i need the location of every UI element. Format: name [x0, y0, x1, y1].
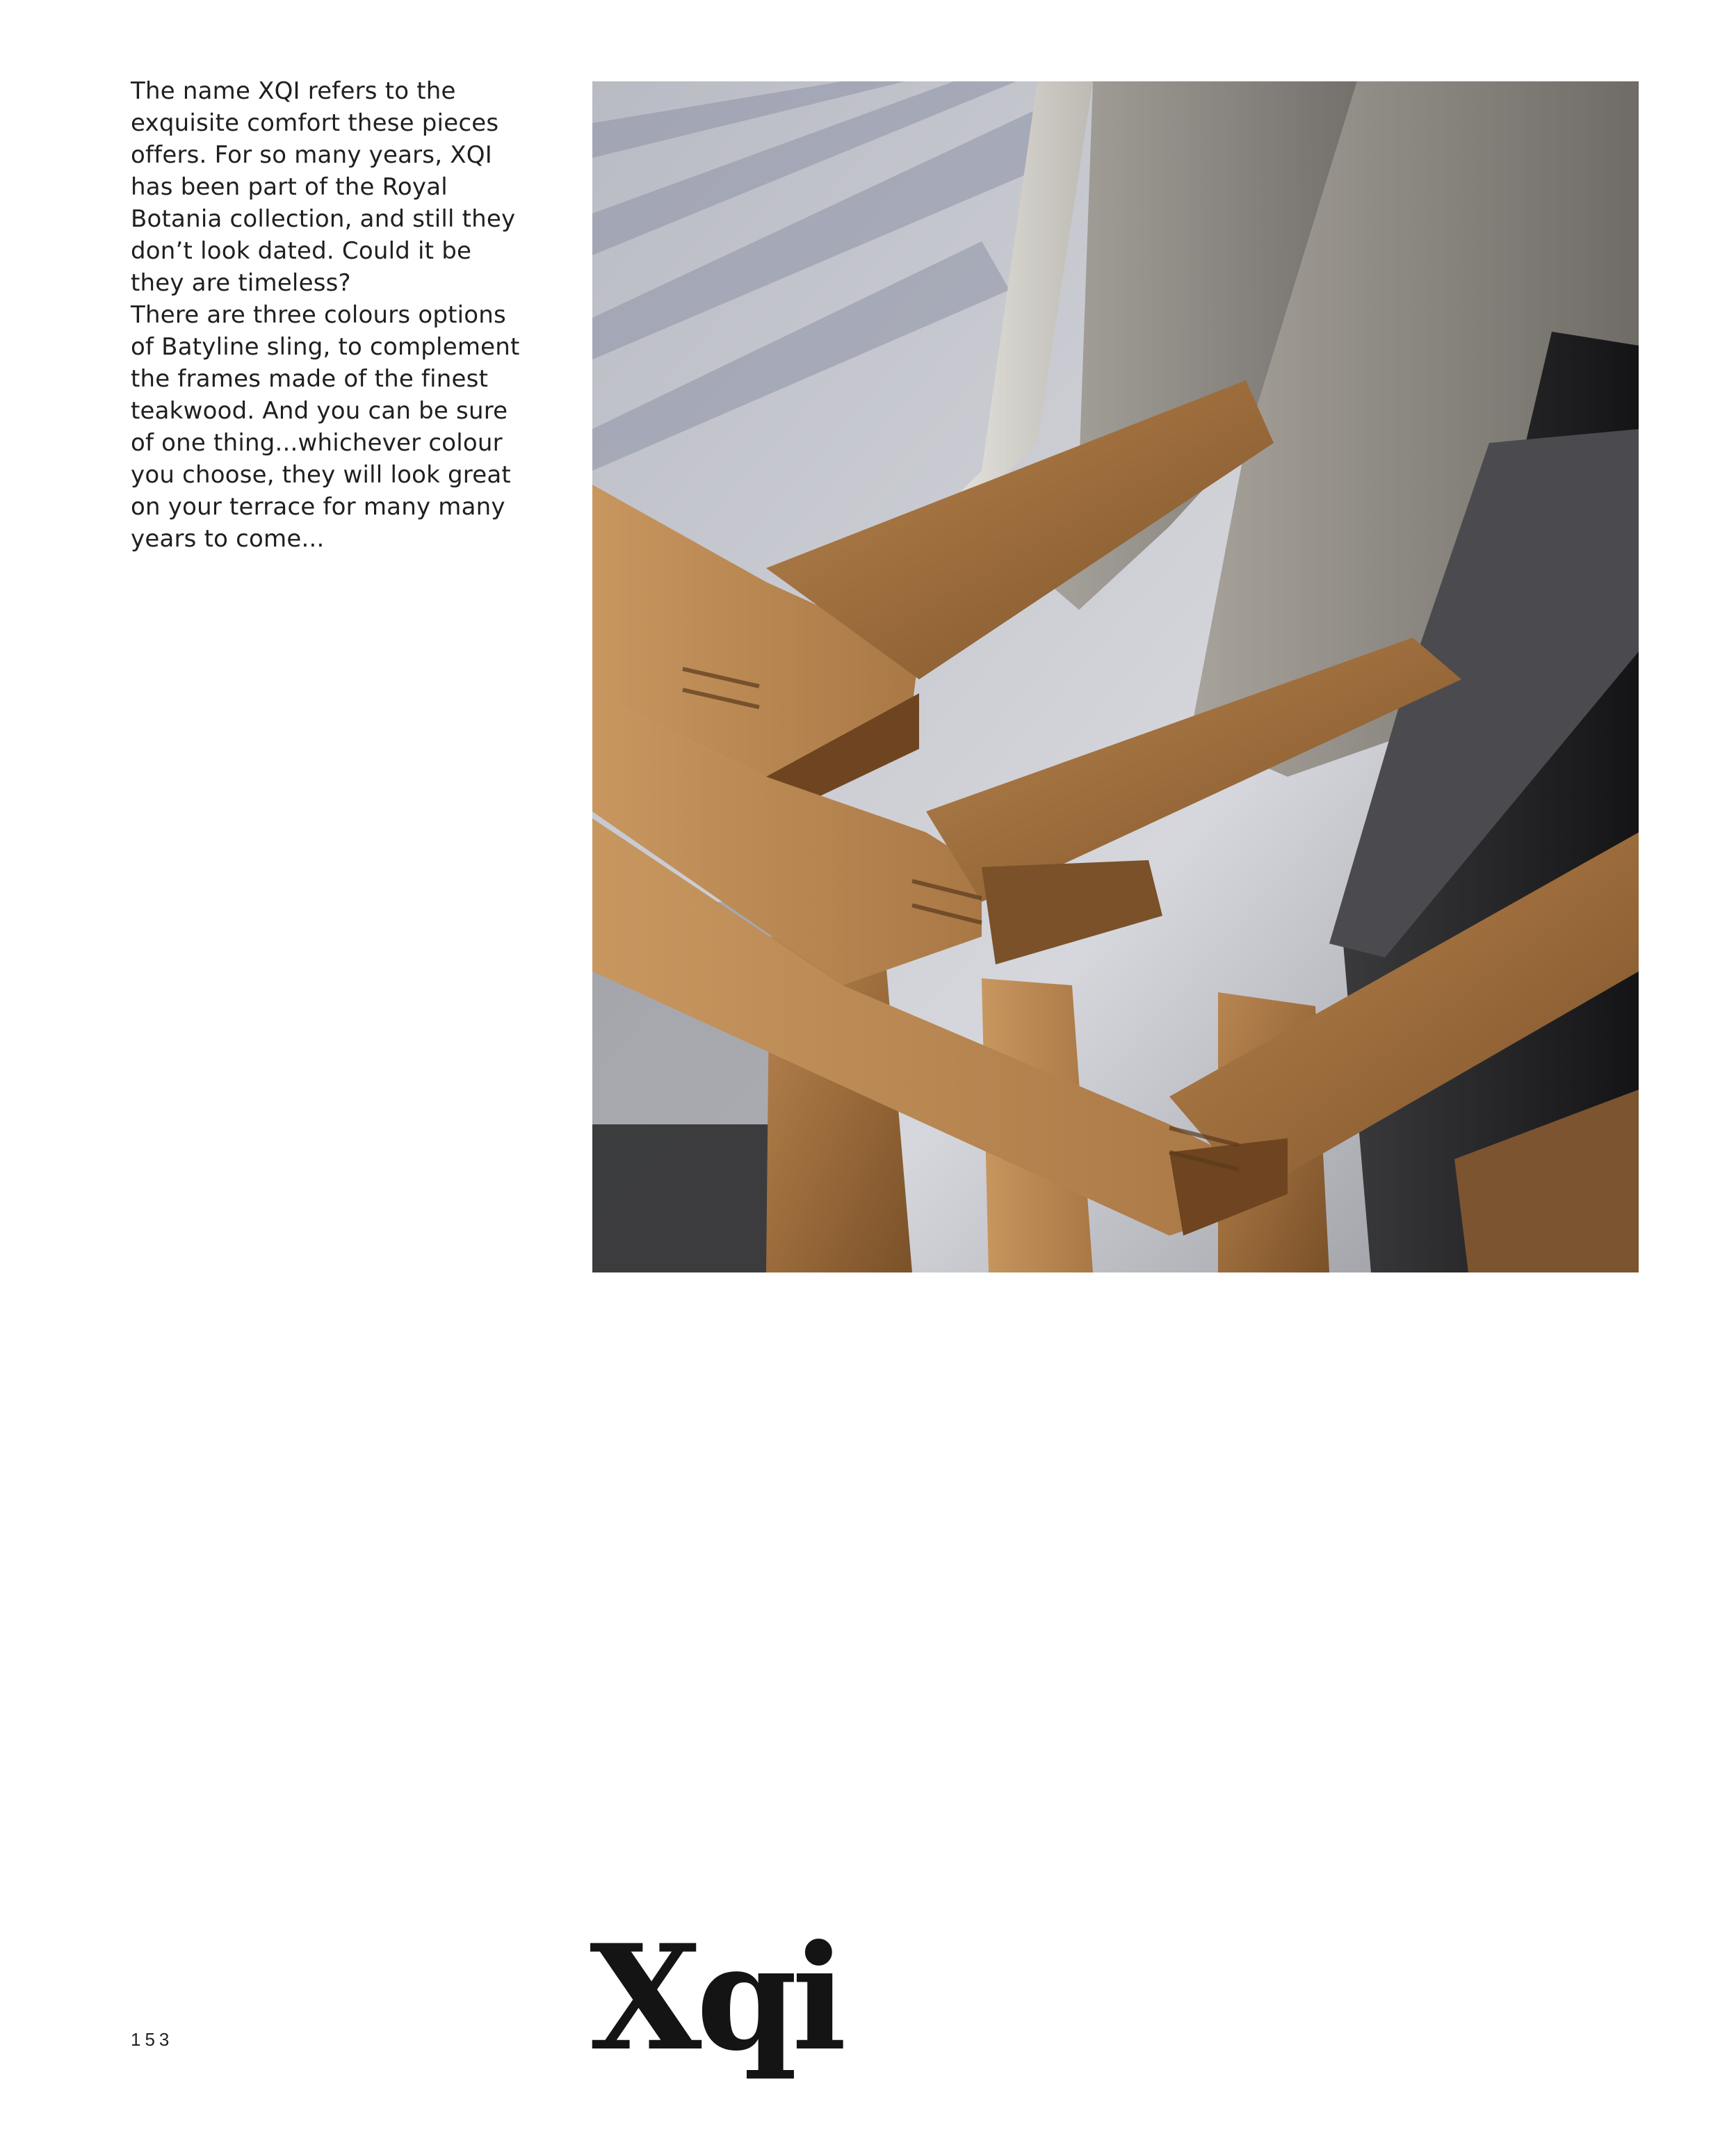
intro-paragraph: The name XQI refers to the exquisite comfort these pieces offers. For so many years, XQI has been part of the Royal Botania collection, and still they don’t look dated. Could it be they are timeless? There are three colours options of Batyline sling, to complement the frames made of the finest teakwood. And you can be sure of one thing...whichever colour you choose, they will look great on your terrace for many many years to come... [131, 77, 520, 553]
page-number: 153 [131, 2029, 174, 2050]
intro-text [131, 75, 548, 555]
product-logo: Xqi [590, 1914, 841, 2083]
product-photo [592, 81, 1639, 1272]
